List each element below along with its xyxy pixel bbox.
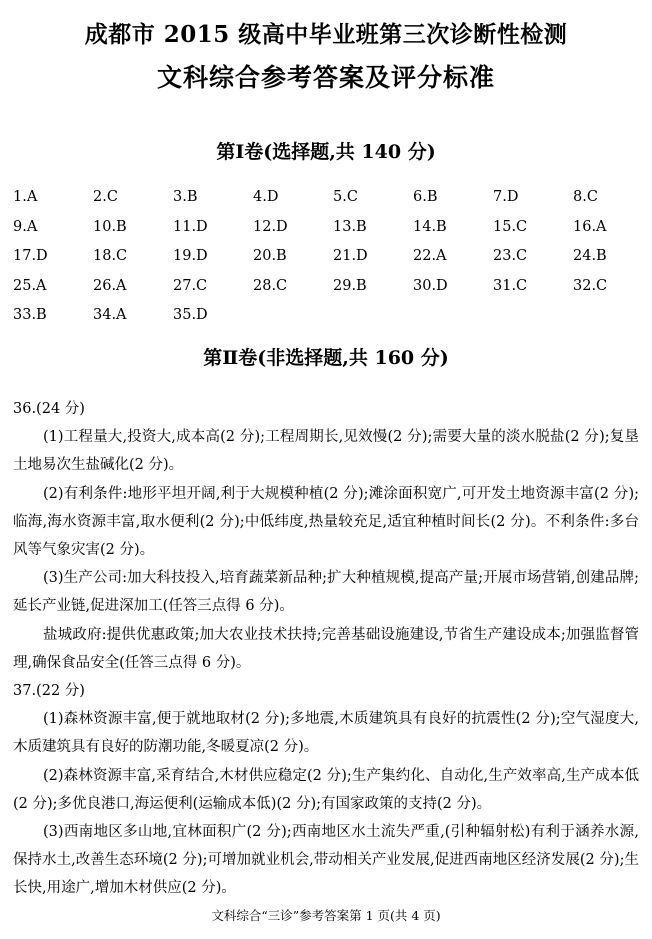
answer-item: 25.A bbox=[13, 277, 47, 294]
answer-item: 27.C bbox=[173, 277, 208, 294]
answer-item: 28.C bbox=[253, 277, 288, 294]
answer-item: 19.D bbox=[173, 248, 208, 265]
answer-item: 10.B bbox=[93, 218, 127, 235]
question-36-part-1: (1)工程量大,投资大,成本高(2 分);工程周期长,见效慢(2 分);需要大量的淡水脱盐(2 分);复垦土地易次生盐碱化(2 分)。 bbox=[13, 429, 639, 474]
answer-item: 34.A bbox=[93, 307, 127, 324]
question-36-heading: 36.(24 分) bbox=[13, 401, 85, 417]
answer-item: 13.B bbox=[333, 218, 367, 235]
answer-item: 8.C bbox=[573, 189, 598, 205]
document-subtitle: 文科综合参考答案及评分标准 bbox=[156, 63, 495, 92]
question-36-part-3-government: 盐城政府:提供优惠政策;加大农业技术扶持;完善基础设施建设,节省生产建设成本;加强监督管理,确保食品安全(任答三点得 6 分)。 bbox=[13, 626, 639, 671]
answer-item: 2.C bbox=[93, 189, 118, 205]
answer-item: 23.C bbox=[493, 248, 528, 265]
answer-item: 6.B bbox=[413, 189, 438, 205]
answer-item: 3.B bbox=[173, 189, 198, 205]
document-title: 成都市 2015 级高中毕业班第三次诊断性检测 bbox=[84, 21, 568, 48]
question-37-part-1: (1)森林资源丰富,便于就地取材(2 分);多地震,木质建筑具有良好的抗震性(2 分);空气湿度大,木质建筑具有良好的防潮功能,冬暖夏凉(2 分)。 bbox=[13, 711, 639, 756]
answer-item: 24.B bbox=[573, 248, 607, 265]
answer-item: 30.D bbox=[413, 277, 448, 294]
answer-item: 14.B bbox=[413, 218, 447, 235]
answer-item: 1.A bbox=[13, 189, 38, 205]
answer-item: 29.B bbox=[333, 277, 367, 294]
answer-item: 26.A bbox=[93, 277, 127, 294]
answer-item: 16.A bbox=[573, 218, 607, 235]
answer-item: 11.D bbox=[173, 218, 208, 235]
answer-item: 22.A bbox=[413, 248, 447, 265]
answer-item: 12.D bbox=[253, 218, 288, 235]
answer-item: 18.C bbox=[93, 248, 128, 265]
answer-item: 35.D bbox=[173, 307, 208, 324]
page-footer: 文科综合“三诊”参考答案第 1 页(共 4 页) bbox=[211, 908, 441, 923]
answer-item: 15.C bbox=[493, 218, 528, 235]
answer-item: 21.D bbox=[333, 248, 368, 265]
question-37-part-2: (2)森林资源丰富,采育结合,木材供应稳定(2 分);生产集约化、自动化,生产效率高,生产成本低(2 分);多优良港口,海运便利(运输成本低)(2 分);有国家政策的支持(2 分)。 bbox=[13, 767, 639, 812]
answer-grid bbox=[13, 183, 652, 331]
answer-item: 4.D bbox=[253, 189, 279, 205]
answer-item: 17.D bbox=[13, 248, 48, 265]
answer-item: 5.C bbox=[333, 189, 358, 205]
answer-item: 9.A bbox=[13, 218, 38, 235]
answer-item: 20.B bbox=[253, 248, 287, 265]
answer-item: 32.C bbox=[573, 277, 608, 294]
question-37-heading: 37.(22 分) bbox=[13, 683, 85, 700]
question-36-part-2: (2)有利条件:地形平坦开阔,利于大规模种植(2 分);滩涂面积宽广,可开发土地资源丰富(2 分);临海,海水资源丰富,取水便利(2 分);中低纬度,热量较充足,适宜种植时间长(2 分)。不利条件:多台风等气象灾害(2 分)。 bbox=[13, 485, 639, 559]
section-2-title: 第Ⅱ卷(非选择题,共 160 分) bbox=[203, 347, 449, 369]
question-36-part-3: (3)生产公司:加大科技投入,培育蔬菜新品种;扩大种植规模,提高产量;开展市场营销,创建品牌;延长产业链,促进深加工(任答三点得 6 分)。 bbox=[13, 570, 639, 615]
section-1-title: 第Ⅰ卷(选择题,共 140 分) bbox=[216, 141, 436, 163]
answer-body bbox=[13, 395, 639, 903]
question-37-part-3: (3)西南地区多山地,宜林面积广(2 分);西南地区水土流失严重,(引种辐射松)有利于涵养水源,保持水土,改善生态环境(2 分);可增加就业机会,带动相关产业发展,促进西南地区经济发展(2 分);生长快,用途广,增加木材供应(2 分)。 bbox=[13, 824, 639, 897]
answer-item: 33.B bbox=[13, 307, 47, 324]
answer-item: 31.C bbox=[493, 277, 528, 294]
answer-item: 7.D bbox=[493, 189, 519, 205]
